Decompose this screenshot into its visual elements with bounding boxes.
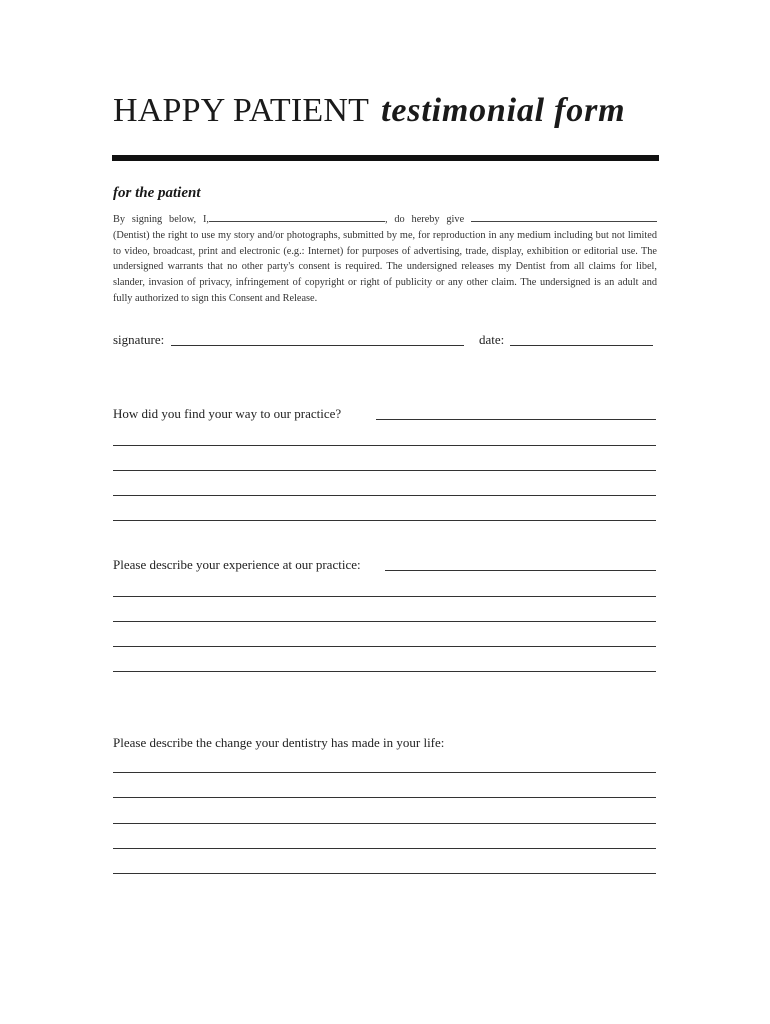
answer-line[interactable] xyxy=(113,470,656,471)
answer-line[interactable] xyxy=(113,495,656,496)
title-main: HAPPY PATIENT xyxy=(113,92,369,129)
answer-line[interactable] xyxy=(113,848,656,849)
consent-paragraph xyxy=(113,212,657,307)
title-rule xyxy=(112,155,659,161)
question-find-practice: How did you find your way to our practice? xyxy=(113,406,342,421)
section-heading: for the patient xyxy=(113,185,201,201)
page-title xyxy=(113,92,625,130)
consent-part-3: (Dentist) the right to use my story and/or photographs, submitted by me, for reproduction in any medium including but not limited to video, broadcast, print and electronic (e.g.: Internet) for purposes of advertising, trade, display, exhibition or editorial use. The undersigned warrants that no other party's consent is required. The undersigned releases my Dentist from all claims for libel, slander, invasion of privacy, infringement of copyright or right of publicity or any other claim. The undersigned is an adult and fully authorized to sign this Consent and Release. xyxy=(113,229,657,304)
signature-label: signature: xyxy=(113,332,165,347)
question-experience: Please describe your experience at our practice: xyxy=(113,557,361,572)
answer-line[interactable] xyxy=(113,445,656,446)
answer-line[interactable] xyxy=(376,419,656,420)
name-blank[interactable] xyxy=(209,212,385,222)
consent-part-1: By signing below, I, xyxy=(113,214,209,225)
date-label: date: xyxy=(479,332,505,347)
title-script: testimonial form xyxy=(381,92,626,129)
answer-line[interactable] xyxy=(385,570,656,571)
answer-line[interactable] xyxy=(113,797,656,798)
consent-part-2: , do hereby give xyxy=(384,214,465,225)
answer-line[interactable] xyxy=(113,671,656,672)
answer-line[interactable] xyxy=(113,772,656,773)
answer-line[interactable] xyxy=(113,823,656,824)
dentist-blank[interactable] xyxy=(471,212,657,222)
answer-line[interactable] xyxy=(113,596,656,597)
question-life-change: Please describe the change your dentistry has made in your life: xyxy=(113,735,445,750)
answer-line[interactable] xyxy=(113,873,656,874)
answer-line[interactable] xyxy=(113,621,656,622)
answer-line[interactable] xyxy=(113,520,656,521)
date-line[interactable] xyxy=(510,345,653,346)
signature-line[interactable] xyxy=(171,345,464,346)
answer-line[interactable] xyxy=(113,646,656,647)
